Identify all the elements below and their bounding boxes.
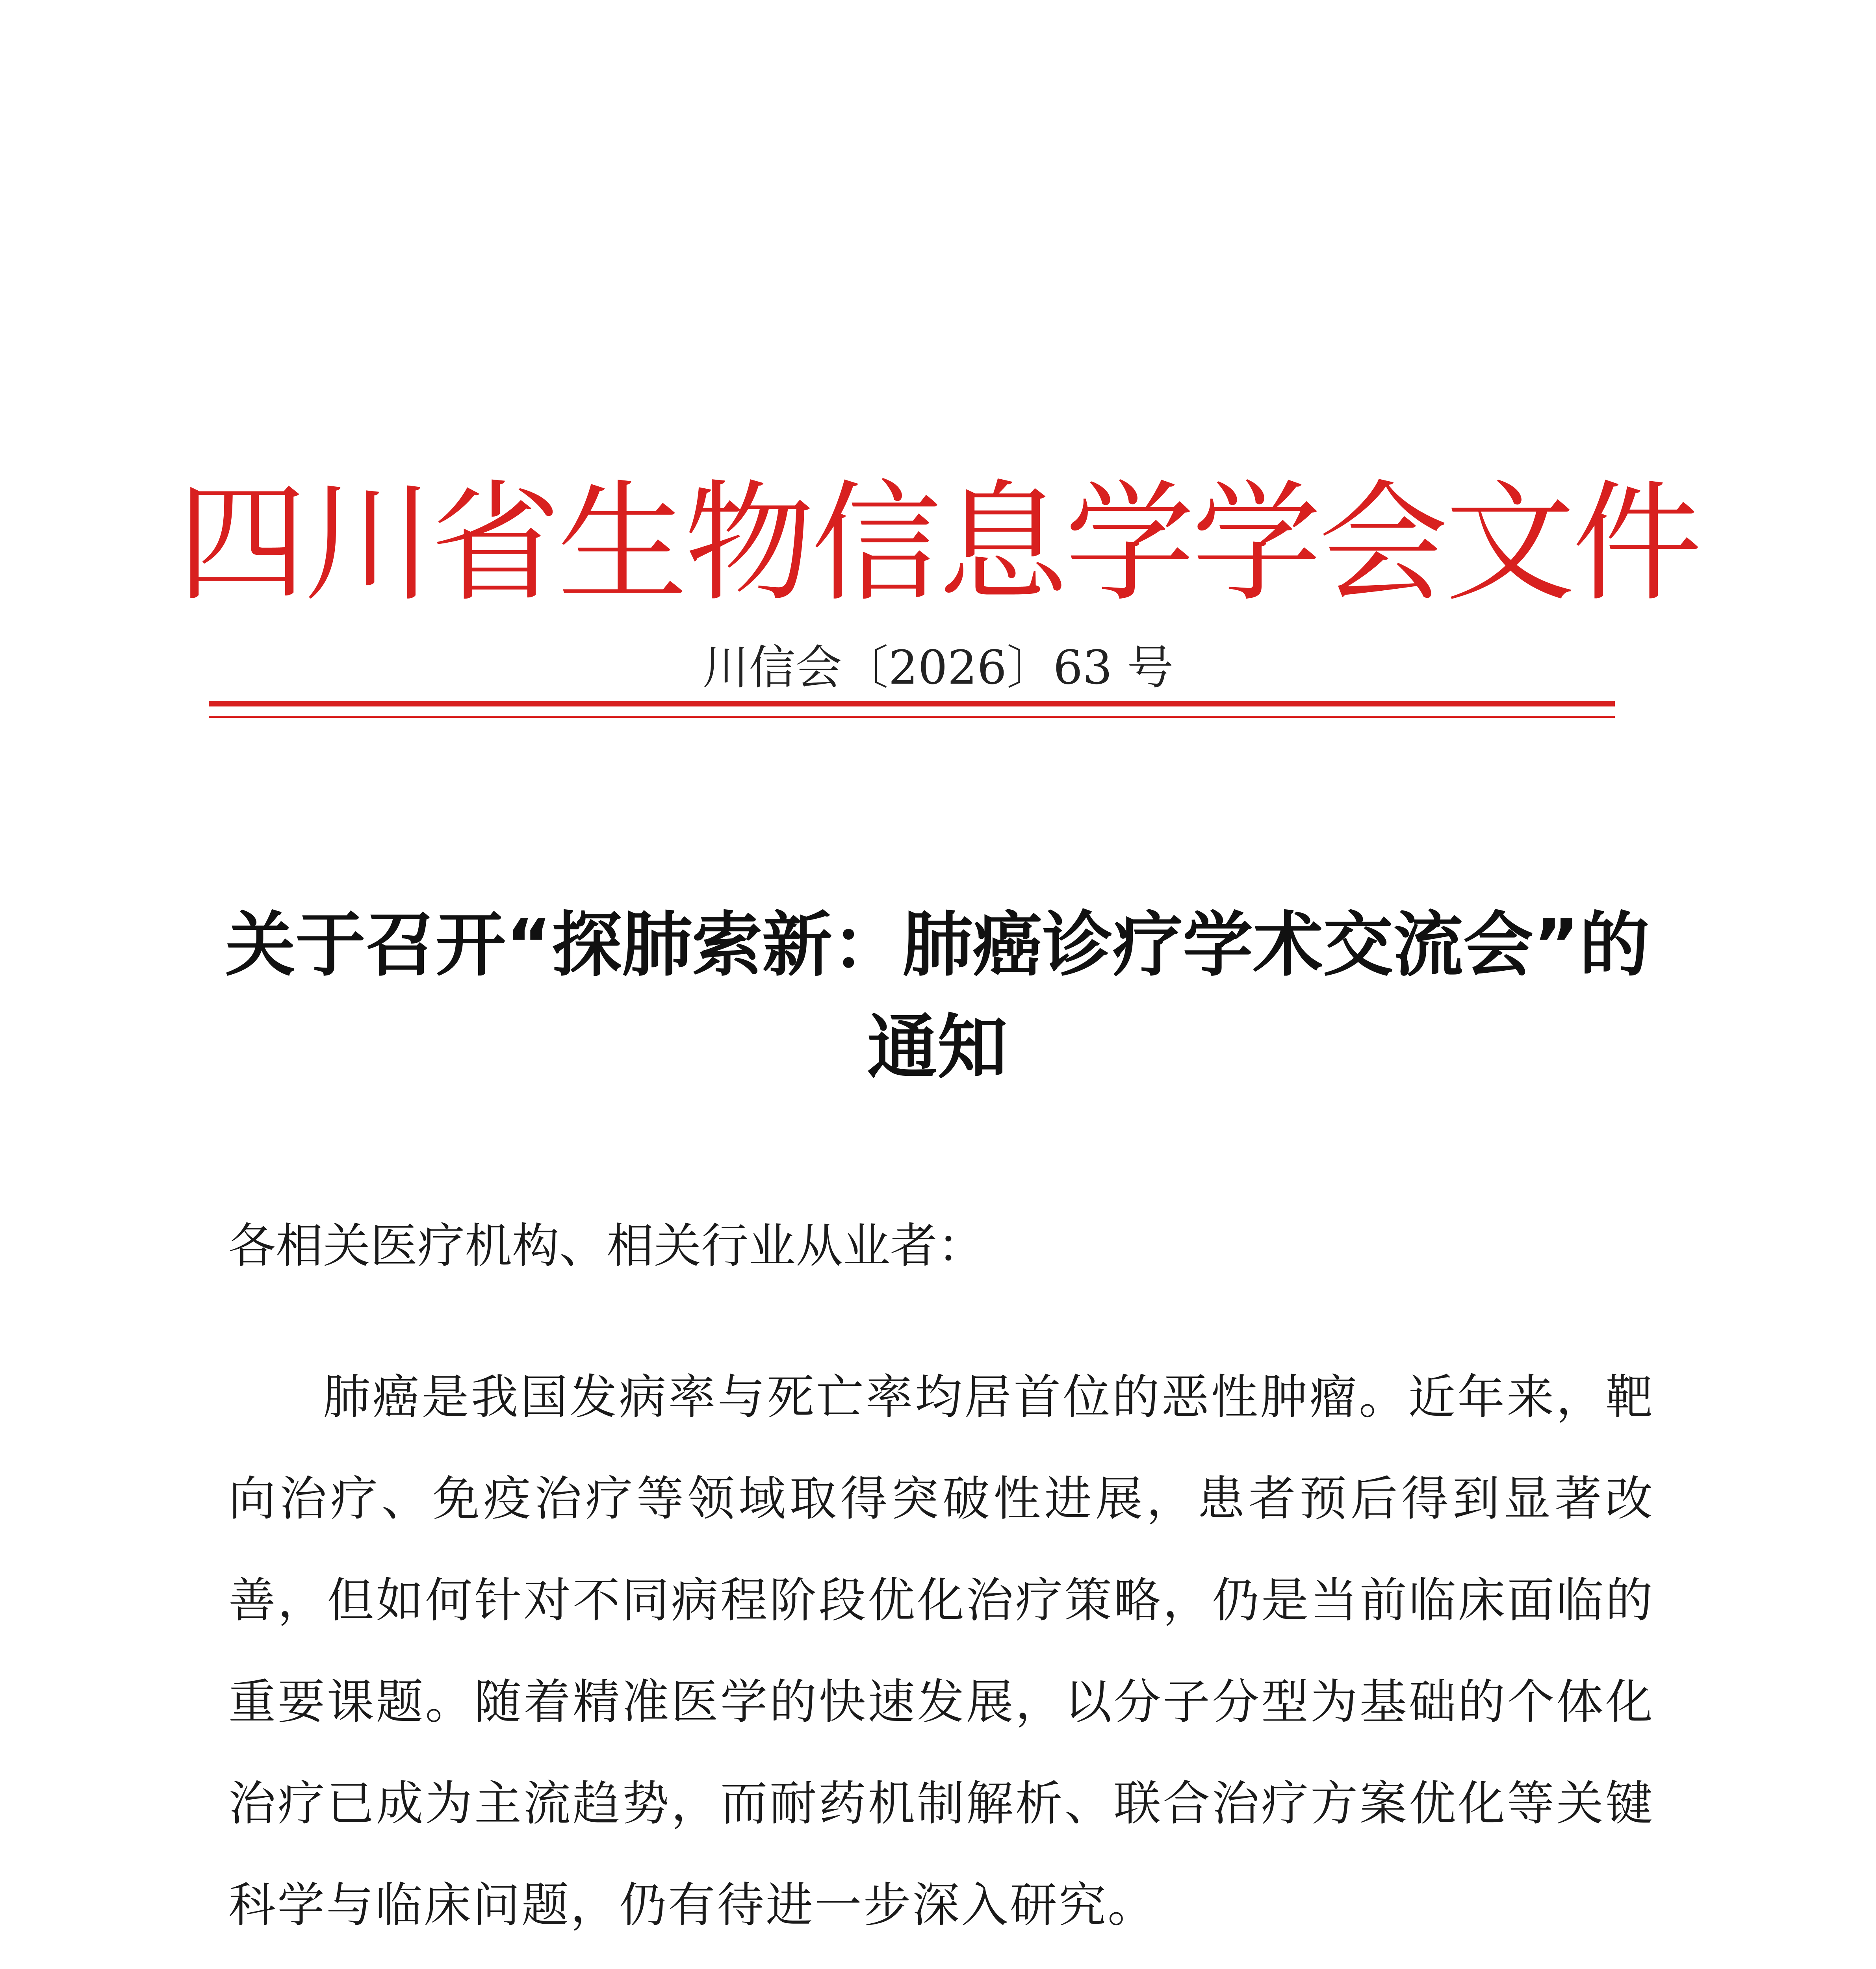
- body-paragraph: 肺癌是我国发病率与死亡率均居首位的恶性肿瘤。近年来，靶向治疗、免疫治疗等领域取得突破性进展，患者预后得到显著改善，但如何针对不同病程阶段优化治疗策略，仍是当前临床面临的重要课题。随着精准医学的快速发展，以分子分型为基础的个体化治疗已成为主流趋势，而耐药机制解析、联合治疗方案优化等关键科学与临床问题，仍有待进一步深入研究。: [228, 1370, 1654, 1933]
- addressee-line: 各相关医疗机构、相关行业从业者：: [228, 1219, 985, 1274]
- org-header-title: 四川省生物信息学学会文件: [177, 468, 1699, 619]
- body-paragraph: [228, 1961, 1654, 1969]
- header-divider-thin: [209, 716, 1615, 718]
- document-number: 川信会〔2026〕63 号: [702, 640, 1174, 695]
- document-title: 关于召开“探肺索新：肺癌诊疗学术交流会”的通知: [225, 904, 1650, 1088]
- header-divider-thick: [209, 701, 1615, 706]
